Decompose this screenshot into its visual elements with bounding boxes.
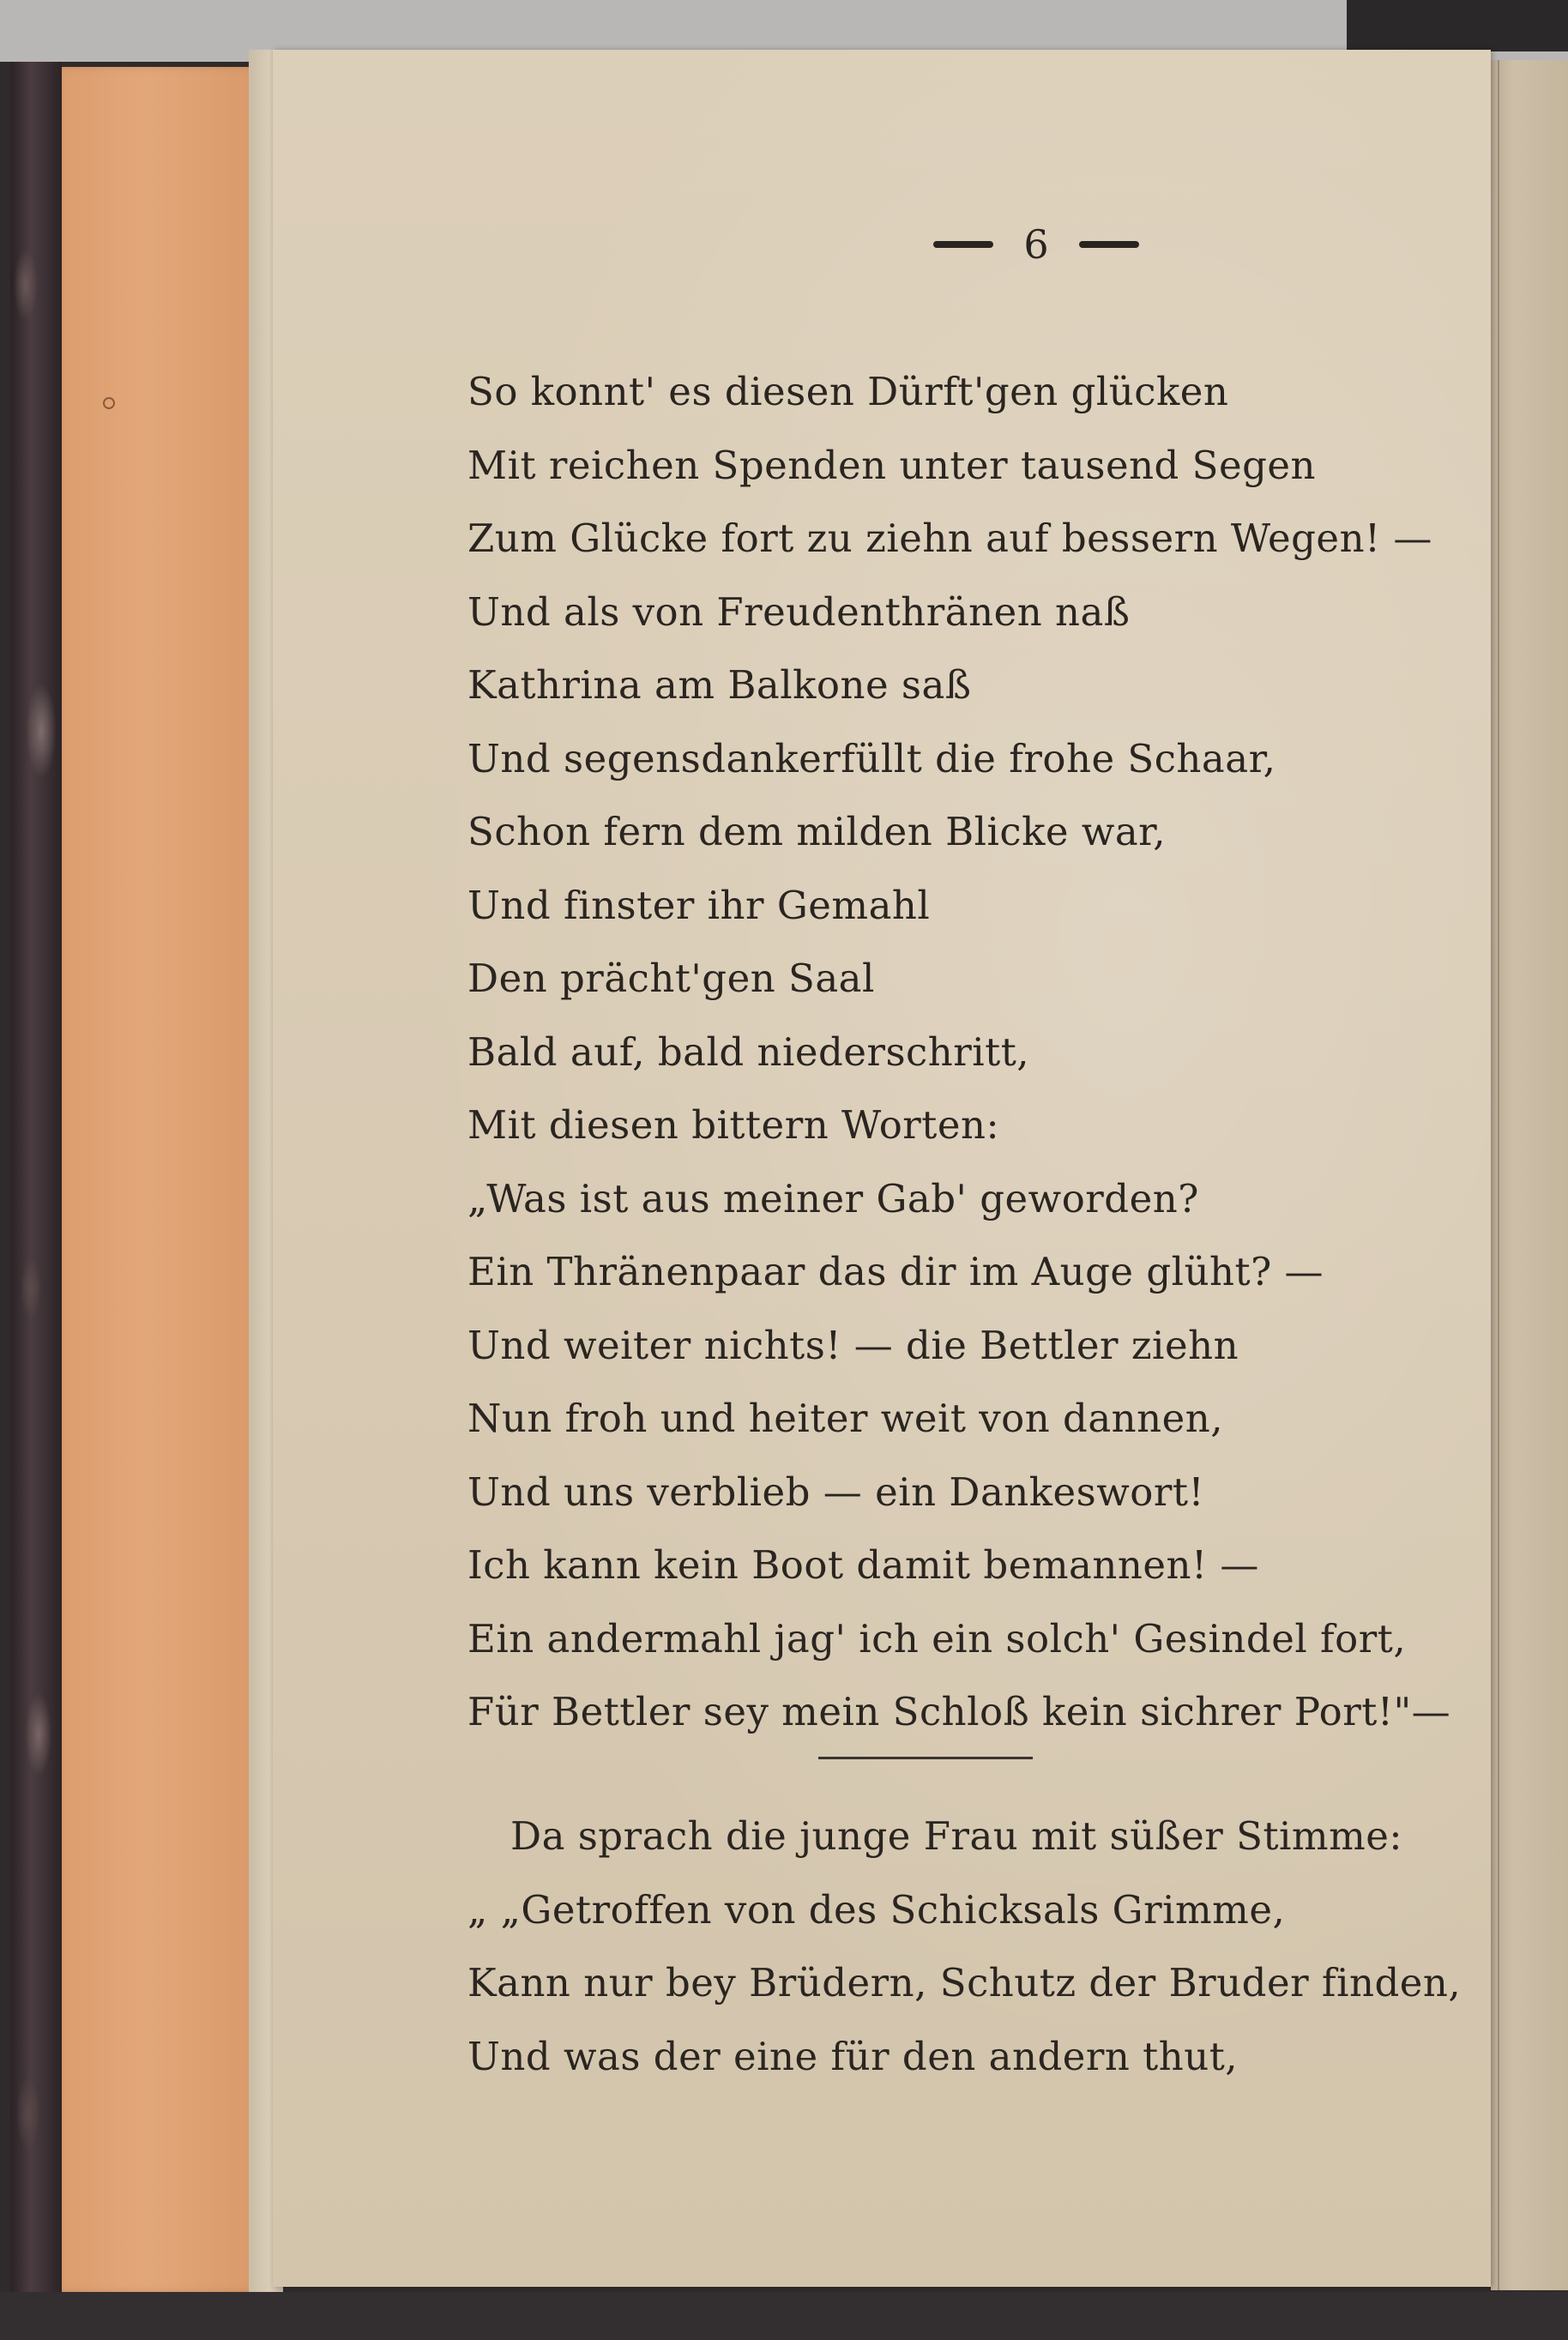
verse-line: Und weiter nichts! — die Bettler ziehn	[467, 1322, 1239, 1368]
verse-line: Da sprach die junge Frau mit süßer Stimme:	[510, 1813, 1403, 1859]
verse-line: Den prächt'gen Saal	[467, 956, 875, 1001]
binding-hole	[103, 397, 115, 409]
header-ornament-left	[933, 241, 993, 248]
stanza-2	[467, 1800, 1491, 2093]
verse-line: Ich kann kein Boot damit bemannen! —	[467, 1542, 1259, 1588]
verse-line: Schon fern dem milden Blicke war,	[467, 809, 1167, 854]
verse-line: Nun froh und heiter weit von dannen,	[467, 1396, 1224, 1441]
verse-line: Und finster ihr Gemahl	[467, 882, 931, 928]
verse-line: Für Bettler sey mein Schloß kein sichrer Port!"—	[467, 1689, 1451, 1734]
cover-board	[62, 67, 272, 2292]
page-number: 6	[1023, 221, 1049, 268]
next-page-edge	[1491, 60, 1568, 2290]
book-page	[273, 50, 1491, 2287]
verse-line: Kathrina am Balkone saß	[467, 662, 972, 708]
verse-line: Ein Thränenpaar das dir im Auge glüht? —	[467, 1249, 1324, 1294]
marbled-cover-edge	[10, 62, 62, 2292]
verse-line: „ „Getroffen von des Schicksals Grimme,	[467, 1886, 1286, 1933]
scan-background-bottom	[0, 2292, 1568, 2340]
stanza-1	[467, 355, 1491, 1749]
verse-line: So konnt' es diesen Dürft'gen glücken	[467, 369, 1229, 414]
page-edge-line	[1498, 60, 1499, 2290]
scan-background-corner	[1347, 0, 1568, 51]
verse-line: Und uns verblieb — ein Dankeswort!	[467, 1469, 1205, 1515]
verse-line: Und was der eine für den andern thut,	[467, 2033, 1239, 2079]
verse-line: Und segensdankerfüllt die frohe Schaar,	[467, 735, 1276, 781]
verse-line: Mit reichen Spenden unter tausend Segen	[467, 442, 1317, 488]
verse-line: Kann nur bey Brüdern, Schutz der Bruder finden,	[467, 1960, 1462, 2005]
verse-line: Und als von Freudenthränen naß	[467, 588, 1131, 635]
verse-line: „Was ist aus meiner Gab' geworden?	[467, 1175, 1199, 1221]
verse-line: Mit diesen bittern Worten:	[467, 1102, 1000, 1148]
verse-line: Zum Glücke fort zu ziehn auf bessern Wegen! —	[467, 516, 1432, 561]
header-ornament-right	[1079, 241, 1139, 248]
verse-line: Bald auf, bald niederschritt,	[467, 1028, 1030, 1075]
section-divider	[818, 1757, 1033, 1759]
verse-line: Ein andermahl jag' ich ein solch' Gesindel fort,	[467, 1615, 1407, 1662]
page-header	[779, 221, 1294, 273]
